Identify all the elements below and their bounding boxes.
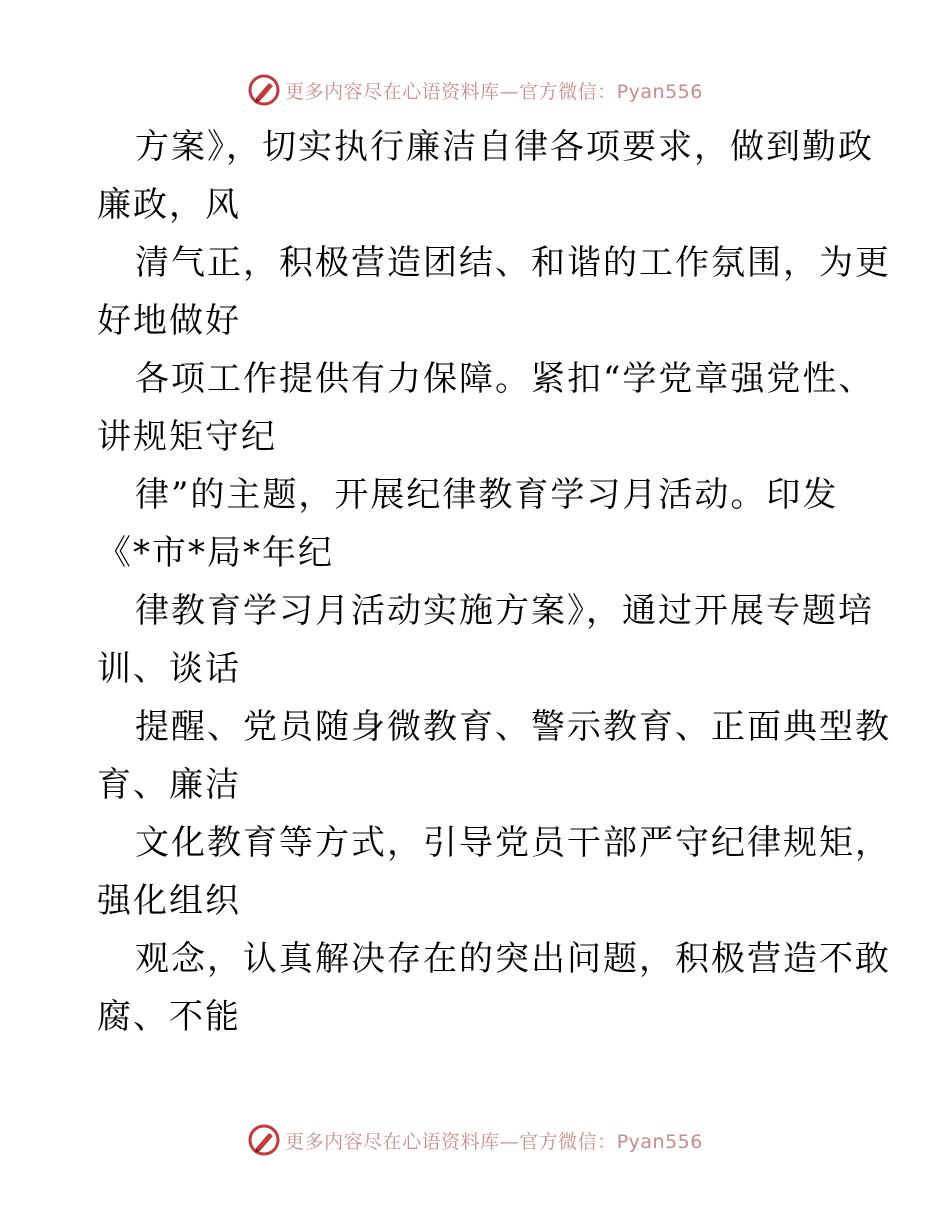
body-line: 讲规矩守纪 bbox=[97, 417, 277, 457]
document-body bbox=[97, 118, 891, 1046]
body-line: 各项工作提供有力保障。紧扣“学党章强党性、 bbox=[135, 359, 875, 399]
body-line: 好地做好 bbox=[97, 301, 241, 341]
watermark-separator: — bbox=[499, 80, 520, 103]
body-line: 强化组织 bbox=[97, 881, 241, 921]
pen-logo-icon bbox=[247, 73, 281, 107]
watermark-separator: — bbox=[499, 1130, 520, 1153]
watermark-brand: 更多内容尽在心语资料库 bbox=[285, 1130, 500, 1153]
body-line: 律教育学习月活动实施方案》，通过开展专题培 bbox=[135, 591, 874, 631]
pen-logo-icon bbox=[247, 1123, 281, 1157]
body-line: 育、廉洁 bbox=[97, 765, 241, 805]
body-line: 廉政，风 bbox=[97, 185, 241, 225]
body-line: 清气正，积极营造团结、和谐的工作氛围，为更 bbox=[135, 243, 891, 283]
body-line: 方案》，切实执行廉洁自律各项要求，做到勤政 bbox=[135, 127, 874, 167]
body-line: 文化教育等方式，引导党员干部严守纪律规矩， bbox=[135, 823, 891, 863]
watermark-channel: 官方微信： bbox=[519, 1130, 617, 1153]
body-line: 提醒、党员随身微教育、警示教育、正面典型教 bbox=[135, 707, 891, 747]
body-line: 观念，认真解决存在的突出问题，积极营造不敢 bbox=[135, 939, 891, 979]
watermark-text bbox=[285, 1127, 703, 1154]
watermark-text bbox=[285, 77, 703, 104]
body-line: 律”的主题，开展纪律教育学习月活动。印发 bbox=[135, 475, 839, 515]
footer-watermark bbox=[0, 1120, 950, 1160]
watermark-brand: 更多内容尽在心语资料库 bbox=[285, 80, 500, 103]
watermark-channel: 官方微信： bbox=[519, 80, 617, 103]
watermark-account: Pyan556 bbox=[616, 1130, 703, 1153]
body-line: 腐、不能 bbox=[97, 997, 241, 1037]
watermark-account: Pyan556 bbox=[616, 80, 703, 103]
body-line: 训、谈话 bbox=[97, 649, 241, 689]
body-line: 《*市*局*年纪 bbox=[97, 533, 334, 573]
header-watermark bbox=[0, 70, 950, 110]
